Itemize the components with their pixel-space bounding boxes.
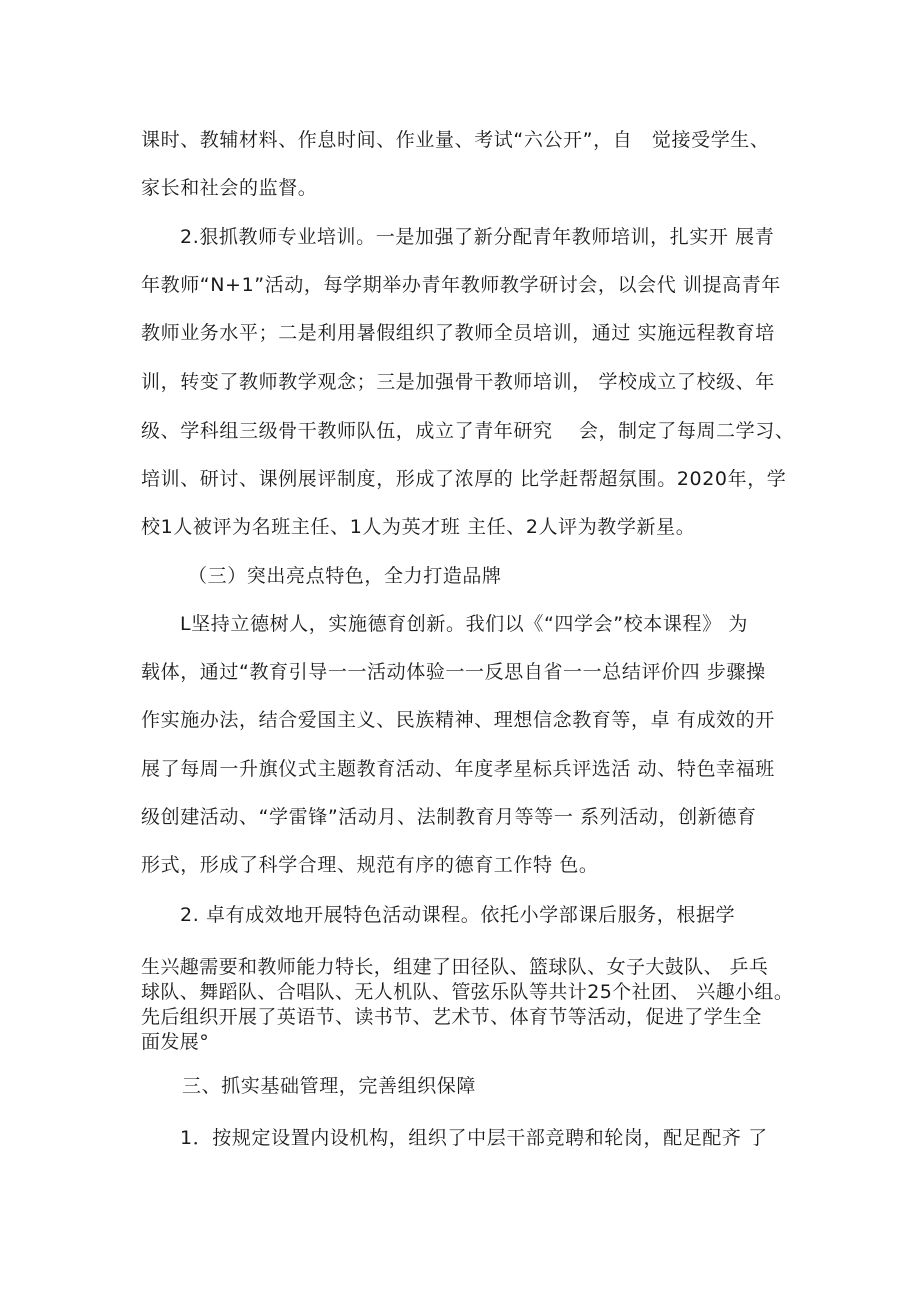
paragraph-line: L坚持立德树人，实施德育创新。我们以《“四学会”校本课程》 为 [180,613,748,635]
paragraph-line: 载体，通过“教育引导一一活动体验一一反思自省一一总结评价四 步骤操 [141,661,766,683]
paragraph-line: 年教师“N+1”活动，每学期举办青年教师教学研讨会，以会代 训提高青年 [141,274,781,296]
paragraph-line: 培训、研讨、课例展评制度，形成了浓厚的 比学赶帮超氛围。2020年，学 [141,468,787,490]
paragraph-line: 2.狠抓教师专业培训。一是加强了新分配青年教师培训，扎实开 展青 [180,226,775,248]
paragraph-line: 球队、舞蹈队、合唱队、无人机队、管弦乐队等共计25个社团、 兴趣小组。 [141,981,794,1003]
paragraph-line: 级创建活动、“学雷锋”活动月、法制教育月等等一 系列活动，创新德育 [141,806,757,828]
paragraph-line: 校1人被评为名班主任、1人为英才班 主任、2人评为教学新星。 [141,516,696,538]
paragraph-line: 展了每周一升旗仪式主题教育活动、年度孝星标兵评选活 动、特色幸福班 [141,758,775,780]
paragraph-line: 家长和社会的监督。 [141,177,318,199]
section-heading: （三）突出亮点特色，全力打造品牌 [188,565,502,587]
paragraph-line: 形式，形成了科学合理、规范有序的德育工作特 色。 [141,854,599,876]
paragraph-line: 生兴趣需要和教师能力特长，组建了田径队、篮球队、女子大鼓队、 乒乓 [141,956,769,978]
paragraph-line: 教师业务水平；二是利用暑假组织了教师全员培训，通过 实施远程教育培 [141,322,775,344]
section-heading: 三、抓实基础管理，完善组织保障 [182,1075,477,1097]
paragraph-line: 2. 卓有成效地开展特色活动课程。依托小学部课后服务，根据学 [180,904,736,926]
paragraph-line: 作实施办法，结合爱国主义、民族精神、理想信念教育等，卓 有成效的开 [141,709,775,731]
paragraph-line: 训，转变了教师教学观念；三是加强骨干教师培训， 学校成立了校级、年 [141,371,775,393]
paragraph-line: 面发展° [141,1031,210,1053]
paragraph-line: 1．按规定设置内设机构，组织了中层干部竞聘和轮岗，配足配齐 了 [180,1127,768,1149]
paragraph-line: 先后组织开展了英语节、读书节、艺术节、体育节等活动，促进了学生全 [141,1006,762,1028]
paragraph-line: 课时、教辅材料、作息时间、作业量、考试“六公开”，自 觉接受学生、 [141,129,770,151]
paragraph-line: 级、学科组三级骨干教师队伍，成立了青年研究 会，制定了每周二学习、 [141,420,795,442]
